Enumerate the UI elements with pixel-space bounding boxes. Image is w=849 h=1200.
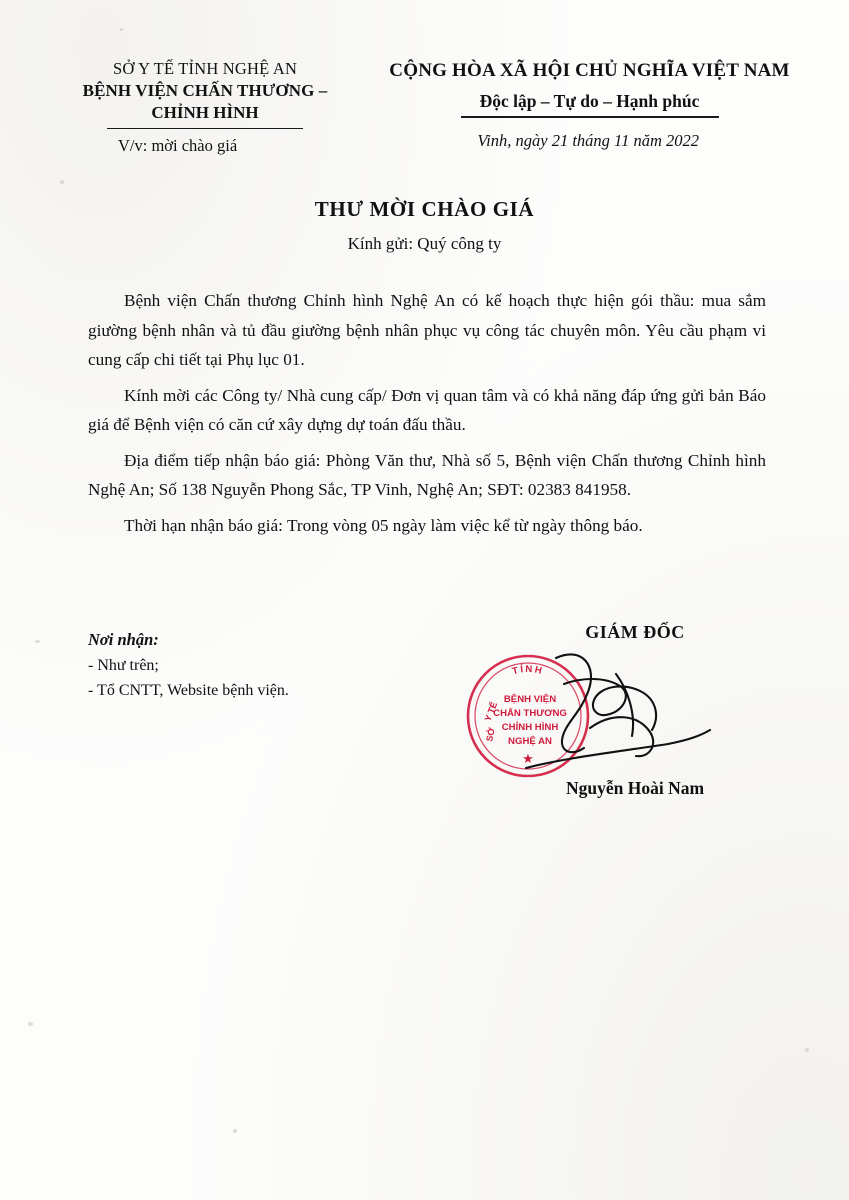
svg-text:CHỈNH HÌNH: CHỈNH HÌNH xyxy=(501,722,559,733)
document-header xyxy=(0,58,849,129)
document-subject: V/v: mời chào giá xyxy=(118,136,238,155)
svg-text:CHẤN THƯƠNG: CHẤN THƯƠNG xyxy=(493,708,567,719)
svg-text:SỞ: SỞ xyxy=(484,726,497,743)
recipient-item: - Như trên; xyxy=(88,657,159,675)
issuing-organization xyxy=(40,58,370,129)
official-seal-stamp xyxy=(462,650,594,782)
scan-speck xyxy=(120,28,123,31)
recipients-title: Nơi nhận: xyxy=(88,630,159,649)
body-paragraph-2: Kính mời các Công ty/ Nhà cung cấp/ Đơn vị quan tâm và có khả năng đáp ứng gửi bản Báo giá để Bệnh viện có căn cứ xây dựng dự toán đấu thầu. xyxy=(88,385,766,435)
scan-speck xyxy=(28,1022,33,1026)
handwritten-signature xyxy=(520,640,720,790)
scan-speck xyxy=(233,1129,237,1133)
svg-text:TỈNH: TỈNH xyxy=(511,663,545,678)
header-rule-left xyxy=(107,128,303,130)
place-and-date: Vinh, ngày 21 tháng 11 năm 2022 xyxy=(477,131,699,150)
addressee-line: Kính gửi: Quý công ty xyxy=(347,234,502,253)
scan-speck xyxy=(35,640,40,643)
page-title: THƯ MỜI CHÀO GIÁ xyxy=(314,197,535,221)
body-paragraph-3: Địa điểm tiếp nhận báo giá: Phòng Văn thư, Nhà số 5, Bệnh viện Chấn thương Chỉnh hình Nghệ An; Số 138 Nguyễn Phong Sắc, TP Vinh, Nghệ An; SĐT: 02383 841958. xyxy=(88,450,766,500)
header-rule-right xyxy=(461,116,719,118)
country-name: CỘNG HÒA XÃ HỘI CHỦ NGHĨA VIỆT NAM xyxy=(389,60,790,81)
org-line-1: SỞ Y TẾ TỈNH NGHỆ AN xyxy=(112,59,298,78)
body-paragraph-1: Bệnh viện Chấn thương Chỉnh hình Nghệ An có kế hoạch thực hiện gói thầu: mua sắm giường bệnh nhân và tủ đầu giường bệnh nhân phục vụ công tác chuyên môn. Yêu cầu phạm vi cung cấp chi tiết tại Phụ lục 01. xyxy=(88,291,766,370)
document-body xyxy=(88,286,766,547)
org-line-2: BỆNH VIỆN CHẤN THƯƠNG – xyxy=(82,80,328,100)
signature-block xyxy=(470,622,800,643)
org-line-3: CHỈNH HÌNH xyxy=(151,103,259,123)
national-motto: Độc lập – Tự do – Hạnh phúc xyxy=(479,90,700,111)
signer-name: Nguyễn Hoài Nam xyxy=(565,778,705,798)
svg-text:Y TẾ: Y TẾ xyxy=(482,700,500,723)
svg-text:NGHỆ AN: NGHỆ AN xyxy=(508,736,552,747)
recipient-item: - Tổ CNTT, Website bệnh viện. xyxy=(88,682,289,700)
recipients-block xyxy=(88,627,289,704)
scan-speck xyxy=(805,1048,809,1052)
body-paragraph-4: Thời hạn nhận báo giá: Trong vòng 05 ngày làm việc kể từ ngày thông báo. xyxy=(124,516,643,536)
scan-speck xyxy=(60,180,64,184)
national-heading xyxy=(370,58,849,118)
signer-role: GIÁM ĐỐC xyxy=(585,622,685,642)
svg-text:BỆNH VIỆN: BỆNH VIỆN xyxy=(503,694,557,705)
svg-text:★: ★ xyxy=(522,751,534,766)
